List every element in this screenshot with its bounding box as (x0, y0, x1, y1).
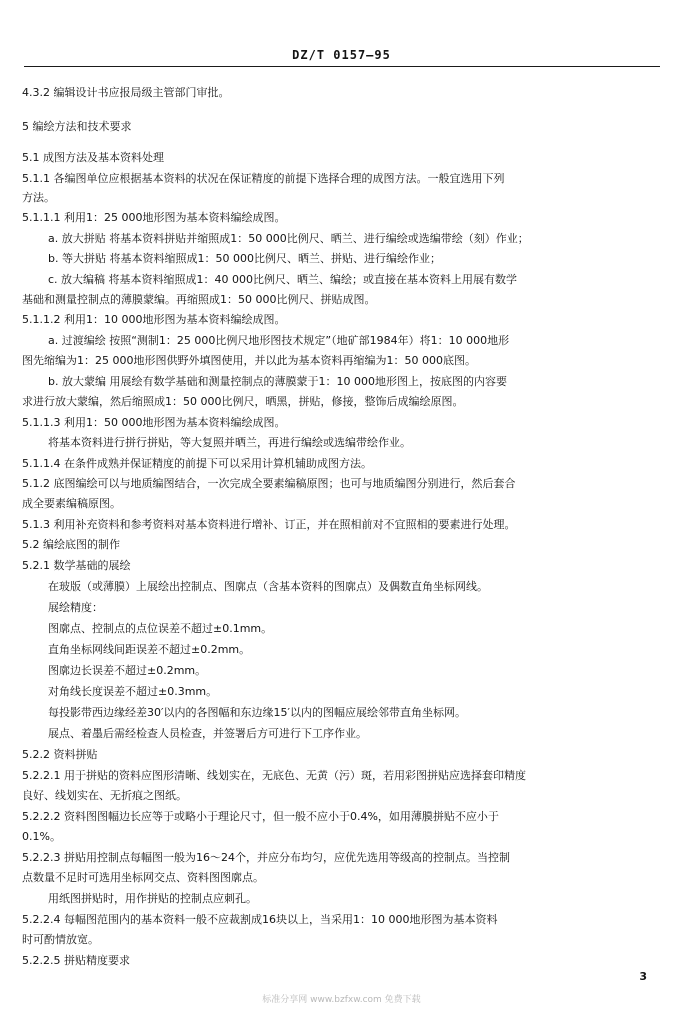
text-line: 5 编绘方法和技术要求 (22, 120, 132, 133)
text-line: 5.1.1.2 利用1：10 000地形图为基本资料编绘成图。 (22, 313, 286, 326)
text-line: 5.2.1 数学基础的展绘 (22, 559, 131, 572)
text-line: 方法。 (22, 191, 55, 204)
text-line: b. 放大蒙编 用展绘有数学基础和测量控制点的薄膜蒙于1：10 000地形图上，按底图的内容要 (48, 375, 507, 388)
text-line: 5.2.2.3 拼贴用控制点每幅图一般为16～24个，并应分布均匀，应优先选用等级高的控制点。当控制 (22, 851, 510, 864)
text-line: 将基本资料进行拼行拼贴，等大复照并晒兰，再进行编绘或选编带绘作业。 (48, 436, 411, 449)
text-line: c. 放大编稿 将基本资料缩照成1：40 000比例尺、晒兰、编绘；或直接在基本资料上用展有数学 (48, 273, 518, 286)
text-line: 在玻版（或薄膜）上展绘出控制点、图廓点（含基本资料的图廓点）及偶数直角坐标网线。 (48, 580, 488, 593)
text-line: 5.1.1.3 利用1：50 000地形图为基本资料编绘成图。 (22, 416, 286, 429)
text-line: 成全要素编稿原图。 (22, 497, 121, 510)
page-header-title: DZ/T 0157—95 (292, 48, 391, 62)
text-line: 0.1%。 (22, 830, 61, 843)
text-line: 5.1.3 利用补充资料和参考资料对基本资料进行增补、订正，并在照相前对不宜照相的要素进行处理。 (22, 518, 516, 531)
text-line: 5.2.2.4 每幅图范围内的基本资料一般不应裁割成16块以上，当采用1：10 000地形图为基本资料 (22, 913, 498, 926)
text-line: 每投影带西边缘经差30′以内的各图幅和东边缘15′以内的图幅应展绘邻带直角坐标网。 (48, 706, 466, 719)
text-line: 良好、线划实在、无折痕之图纸。 (22, 789, 187, 802)
header-rule (24, 66, 660, 67)
text-line: 对角线长度误差不超过±0.3mm。 (48, 685, 218, 698)
text-line: 5.1 成图方法及基本资料处理 (22, 151, 164, 164)
text-line: a. 过渡编绘 按照“测制1：25 000比例尺地形图技术规定”（地矿部1984年）将1：10 000地形 (48, 334, 510, 347)
text-line: 时可酌情放宽。 (22, 933, 99, 946)
text-line: b. 等大拼贴 将基本资料缩照成1：50 000比例尺、晒兰、拼贴、进行编绘作业； (48, 252, 441, 265)
text-line: 5.2.2.2 资料图图幅边长应等于或略小于理论尺寸，但一般不应小于0.4%，如用薄膜拼贴不应小于 (22, 810, 499, 823)
text-line: 基础和测量控制点的薄膜蒙编。再缩照成1：50 000比例尺、拼贴成图。 (22, 293, 376, 306)
text-line: 5.1.2 底图编绘可以与地质编图结合，一次完成全要素编稿原图；也可与地质编图分别进行，然后套合 (22, 477, 516, 490)
text-line: 直角坐标网线间距误差不超过±0.2mm。 (48, 643, 251, 656)
text-line: 图廓边长误差不超过±0.2mm。 (48, 664, 207, 677)
text-line: 5.2.2.1 用于拼贴的资料应图形清晰、线划实在，无底色、无黄（污）斑，若用彩图拼贴应选择套印精度 (22, 769, 526, 782)
text-line: 5.2.2 资料拼贴 (22, 748, 98, 761)
text-line: 5.2 编绘底图的制作 (22, 538, 120, 551)
watermark: 标准分享网 www.bzfxw.com 免费下载 (262, 995, 421, 1005)
text-line: 5.1.1 各编图单位应根据基本资料的状况在保证精度的前提下选择合理的成图方法。一般宜选用下列 (22, 172, 505, 185)
text-line: 4.3.2 编辑设计书应报局级主管部门审批。 (22, 86, 230, 99)
text-line: 展绘精度： (48, 601, 103, 614)
text-line: 5.1.1.1 利用1：25 000地形图为基本资料编绘成图。 (22, 211, 286, 224)
page-number: 3 (639, 970, 647, 983)
text-line: 求进行放大蒙编，然后缩照成1：50 000比例尺，晒黑，拼贴，修接，整饰后成编绘原图。 (22, 395, 464, 408)
text-line: a. 放大拼贴 将基本资料拼贴并缩照成1：50 000比例尺、晒兰、进行编绘或选编带绘（刻）作业； (48, 232, 529, 245)
text-line: 展点、着墨后需经检查人员检查，并签署后方可进行下工序作业。 (48, 727, 367, 740)
text-line: 图先缩编为1：25 000地形图供野外填图使用，并以此为基本资料再缩编为1：50 000底图。 (22, 354, 476, 367)
text-line: 点数量不足时可选用坐标网交点、资料图图廓点。 (22, 871, 264, 884)
text-line: 用纸图拼贴时，用作拼贴的控制点应刺孔。 (48, 892, 257, 905)
text-line: 5.1.1.4 在条件成熟并保证精度的前提下可以采用计算机辅助成图方法。 (22, 457, 372, 470)
text-line: 5.2.2.5 拼贴精度要求 (22, 954, 130, 967)
text-line: 图廓点、控制点的点位误差不超过±0.1mm。 (48, 622, 273, 635)
